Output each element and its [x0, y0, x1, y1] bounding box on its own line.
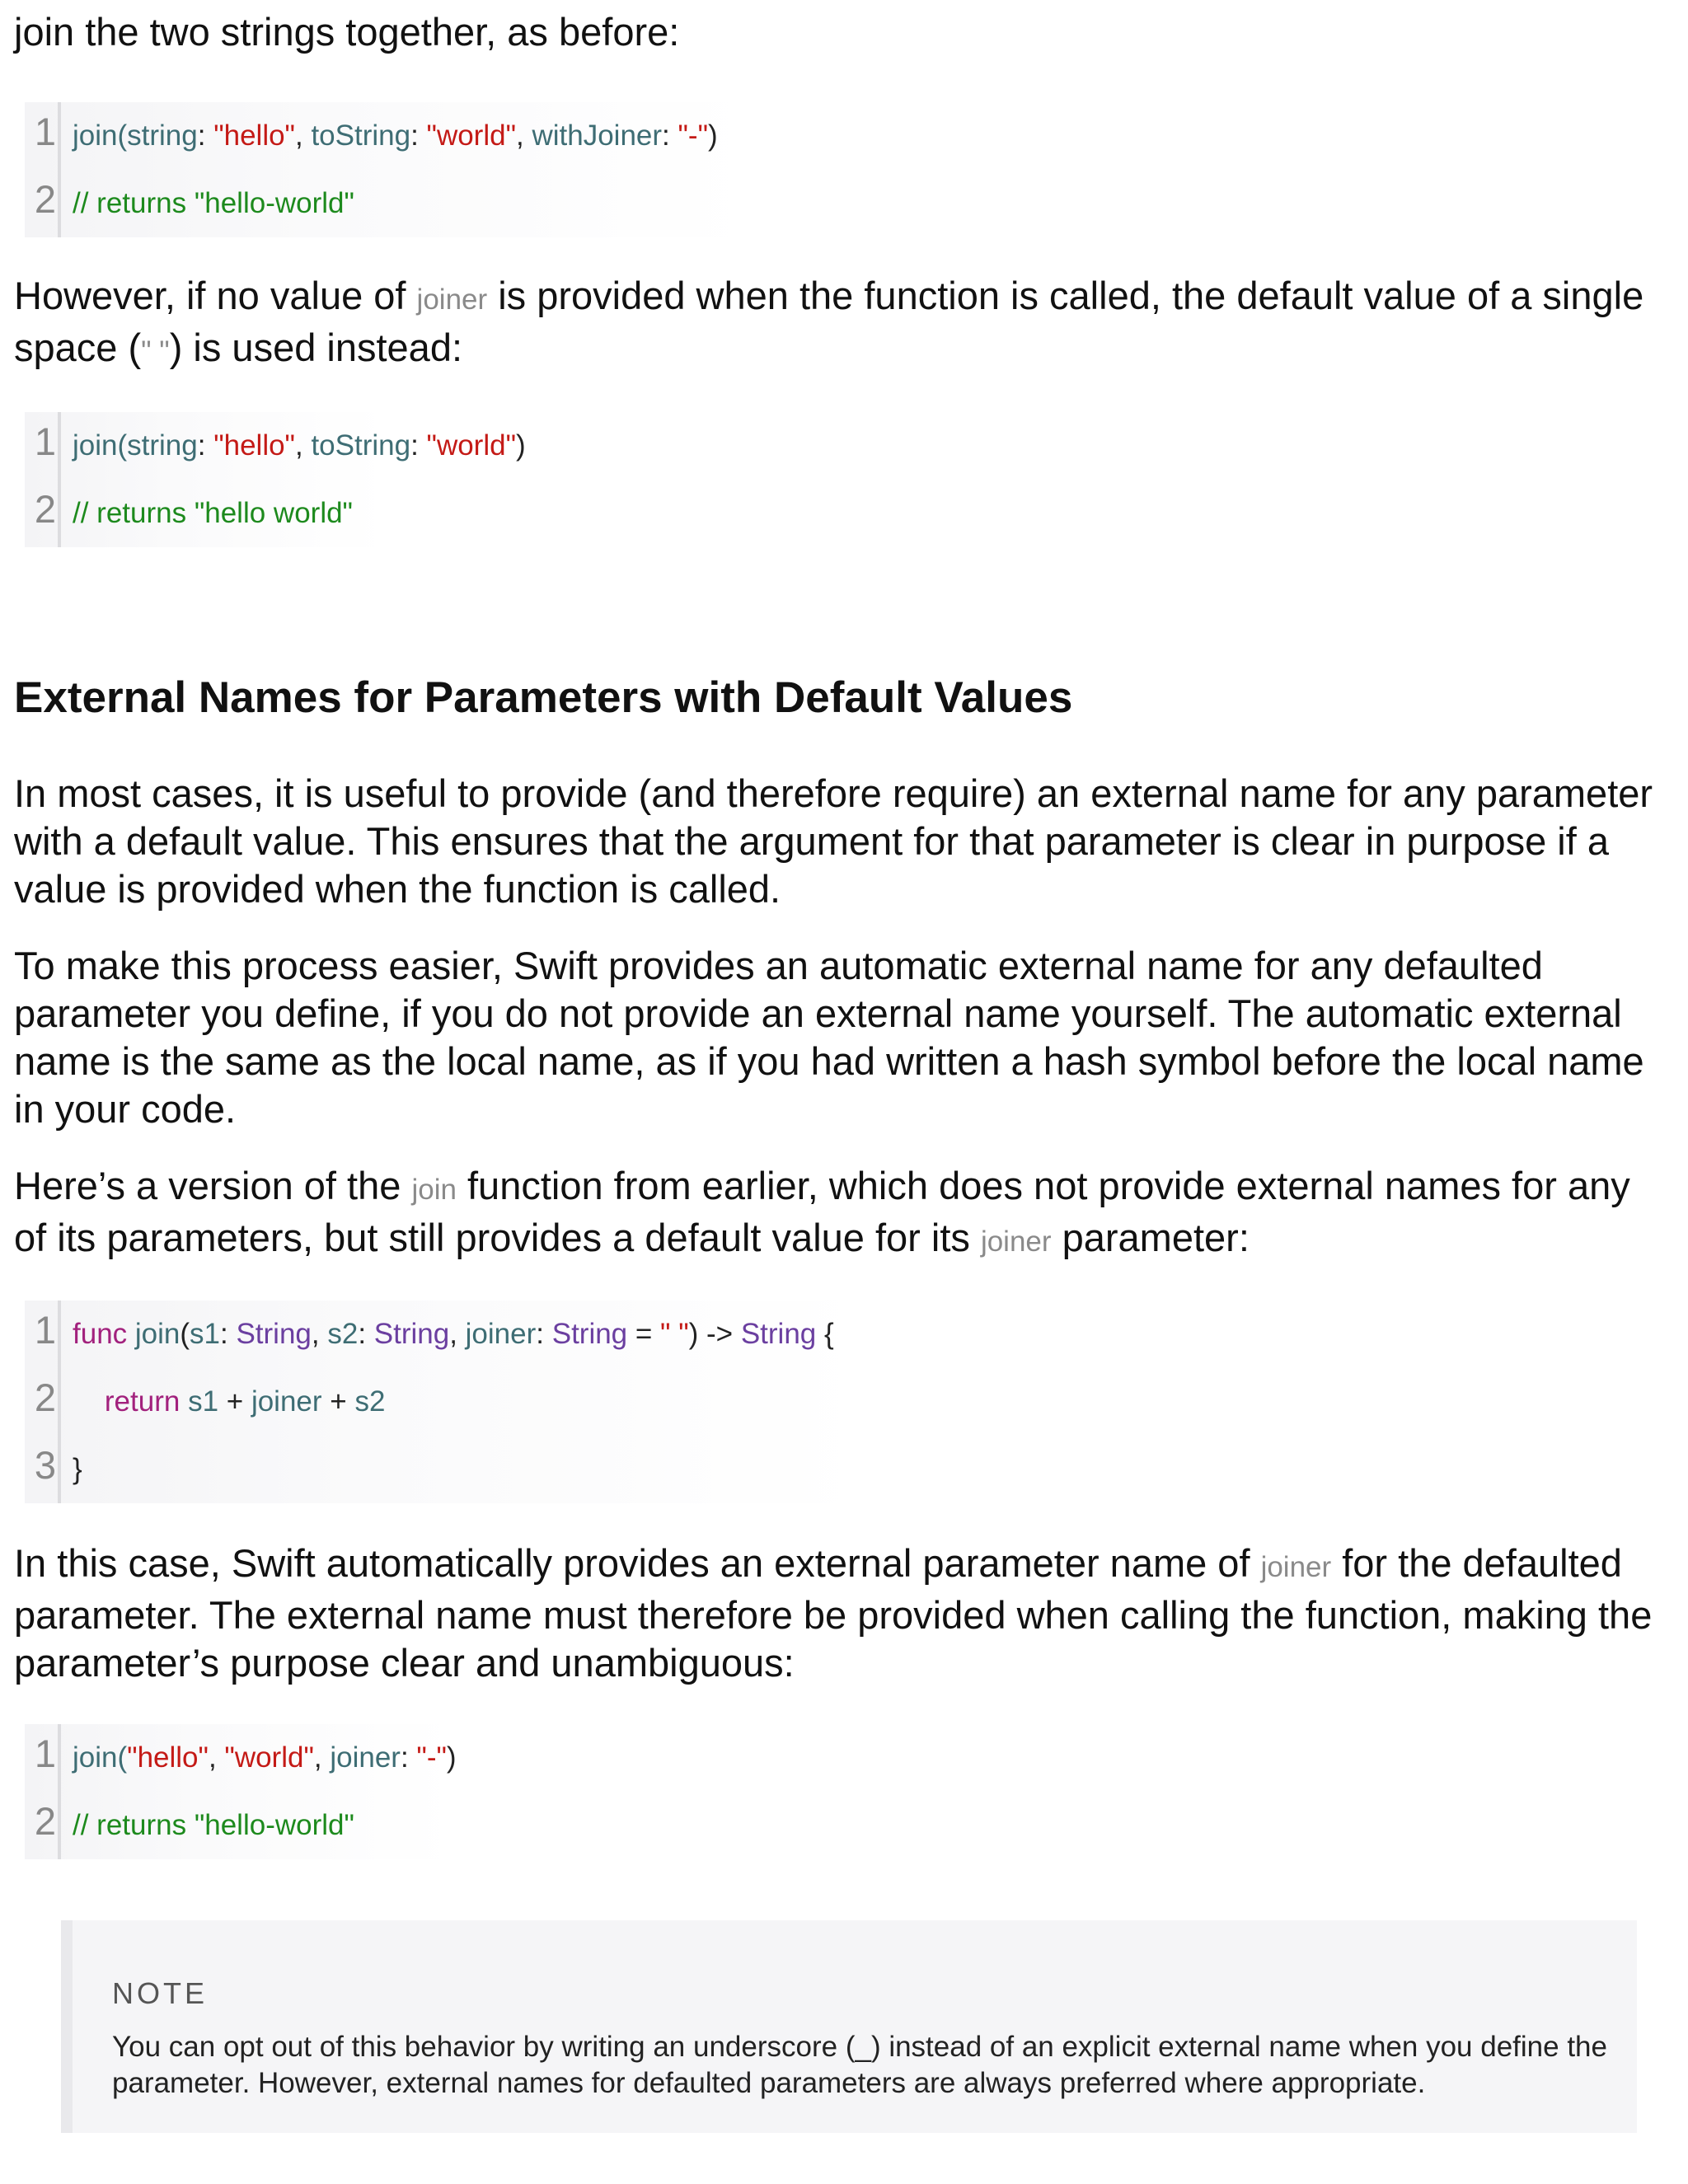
token: String: [551, 1318, 628, 1350]
token: ): [446, 1741, 457, 1774]
code-line: [25, 412, 526, 480]
code-comment: // returns "hello world": [73, 497, 353, 529]
however-paragraph: [14, 272, 1671, 376]
text: parameter:: [1051, 1216, 1250, 1259]
token: :: [400, 1741, 417, 1774]
token: ): [708, 120, 718, 152]
token: :: [197, 429, 214, 462]
token: withJoiner: [532, 120, 663, 152]
code-comment: // returns "hello-world": [73, 1809, 354, 1841]
inline-code-joiner: joiner: [1260, 1551, 1332, 1583]
text: is provided when the function is called, the default value of a single space (: [14, 274, 1644, 369]
intro-paragraph: join the two strings together, as before:: [14, 10, 680, 54]
line-number: 3: [34, 1443, 56, 1487]
token: s2: [327, 1318, 359, 1350]
token: :: [410, 120, 427, 152]
token: joiner: [330, 1741, 401, 1774]
token: (: [180, 1318, 190, 1350]
token: joiner: [251, 1385, 322, 1418]
token: "world": [426, 429, 517, 462]
token: string: [127, 120, 198, 152]
text: Here’s a version of the: [14, 1164, 412, 1207]
code-block-join-call: [25, 1724, 457, 1859]
line-number: 1: [34, 419, 56, 463]
code-line: [25, 1301, 865, 1368]
token: ,: [516, 120, 532, 152]
token: ,: [313, 1741, 331, 1774]
token: " ": [660, 1318, 689, 1350]
token: =: [627, 1318, 661, 1350]
token: join(: [73, 120, 128, 152]
token: join(: [73, 1741, 128, 1774]
token: {: [816, 1318, 834, 1350]
token: ): [516, 429, 526, 462]
token: :: [410, 429, 427, 462]
token: string: [127, 429, 198, 462]
line-number: 2: [34, 177, 56, 221]
token: ,: [311, 1318, 328, 1350]
token: [180, 1385, 188, 1418]
token: s1: [190, 1318, 220, 1350]
token: func: [73, 1318, 128, 1350]
inline-code-joiner: joiner: [980, 1226, 1052, 1258]
token: +: [321, 1385, 355, 1418]
token: "hello": [213, 429, 295, 462]
token: +: [218, 1385, 251, 1418]
note-title: NOTE: [112, 1976, 209, 2010]
line-number: 1: [34, 110, 56, 153]
text: ) is used instead:: [169, 326, 463, 369]
inline-code-space: " ": [141, 335, 170, 368]
token: String: [236, 1318, 312, 1350]
code-line: [25, 1368, 865, 1436]
text: for the defaulted parameter. The external name must therefore be provided when calling the function, making the parameter’s purpose clear and unambiguous:: [14, 1541, 1653, 1685]
token: :: [358, 1318, 374, 1350]
token: toString: [311, 120, 411, 152]
token: s2: [354, 1385, 386, 1418]
line-number: 2: [34, 1376, 56, 1419]
token: ,: [294, 120, 312, 152]
line-number: 1: [34, 1308, 56, 1352]
token: "world": [426, 120, 517, 152]
token: "-": [678, 120, 709, 152]
easier-paragraph: To make this process easier, Swift provides an automatic external name for any defaulted parameter you define, if you do not provide an external name yourself. The automatic external name is the same as the local name, as if you had written a hash symbol before the local name in your code.: [14, 944, 1644, 1131]
code-line: [25, 1724, 457, 1792]
token: ,: [208, 1741, 225, 1774]
text: function from earlier, which does not provide external names for any of its parameters, but still provides a default value for its: [14, 1164, 1630, 1259]
token: String: [373, 1318, 450, 1350]
code-line: [25, 170, 750, 237]
token: :: [536, 1318, 552, 1350]
code-text: [73, 1368, 385, 1436]
version-paragraph: [14, 1162, 1671, 1266]
code-line: [25, 1792, 453, 1859]
token: "-": [416, 1741, 447, 1774]
inline-code-joiner: joiner: [416, 284, 488, 316]
token: String: [740, 1318, 817, 1350]
token: ,: [449, 1318, 466, 1350]
code-comment: // returns "hello-world": [73, 187, 354, 219]
token: return: [104, 1385, 181, 1418]
note-box: [61, 1920, 1637, 2133]
token: join: [134, 1318, 181, 1350]
text: In this case, Swift automatically provides an external parameter name of: [14, 1541, 1261, 1585]
token: ,: [294, 429, 312, 462]
code-text: [73, 412, 526, 480]
line-number: 2: [34, 1799, 56, 1843]
code-block-join-with-joiner: [25, 102, 750, 237]
token: "hello": [127, 1741, 209, 1774]
token: [127, 1318, 135, 1350]
token: :: [197, 120, 214, 152]
code-text: [73, 102, 718, 170]
line-number: 2: [34, 487, 56, 531]
token: "world": [224, 1741, 314, 1774]
token: :: [220, 1318, 237, 1350]
token: joiner: [465, 1318, 537, 1350]
code-text: }: [73, 1453, 82, 1485]
note-body: You can opt out of this behavior by writing an underscore (_) instead of an explicit external name when you define the parameter. However, external names for defaulted parameters are always preferred where appropriate.: [112, 2031, 1607, 2099]
code-line: [25, 480, 387, 547]
token: ) ->: [688, 1318, 741, 1350]
code-text: [73, 1301, 834, 1368]
token: s1: [188, 1385, 219, 1418]
token: toString: [311, 429, 411, 462]
text: However, if no value of: [14, 274, 417, 317]
code-block-func-join: [25, 1301, 865, 1503]
line-number: 1: [34, 1732, 56, 1775]
code-line: [25, 1436, 865, 1503]
section-heading: External Names for Parameters with Default Values: [14, 673, 1073, 722]
code-text: [73, 1724, 457, 1792]
token: join(: [73, 429, 128, 462]
token: "hello": [213, 120, 295, 152]
token: [73, 1385, 105, 1418]
inline-code-join: join: [411, 1174, 457, 1206]
this-case-paragraph: [14, 1540, 1671, 1687]
code-line: [25, 102, 750, 170]
token: :: [662, 120, 678, 152]
code-block-join-default: [25, 412, 526, 547]
most-cases-paragraph: In most cases, it is useful to provide (and therefore require) an external name for any parameter with a default value. This ensures that the argument for that parameter is clear in purpose if a value is provided when the function is called.: [14, 771, 1653, 911]
